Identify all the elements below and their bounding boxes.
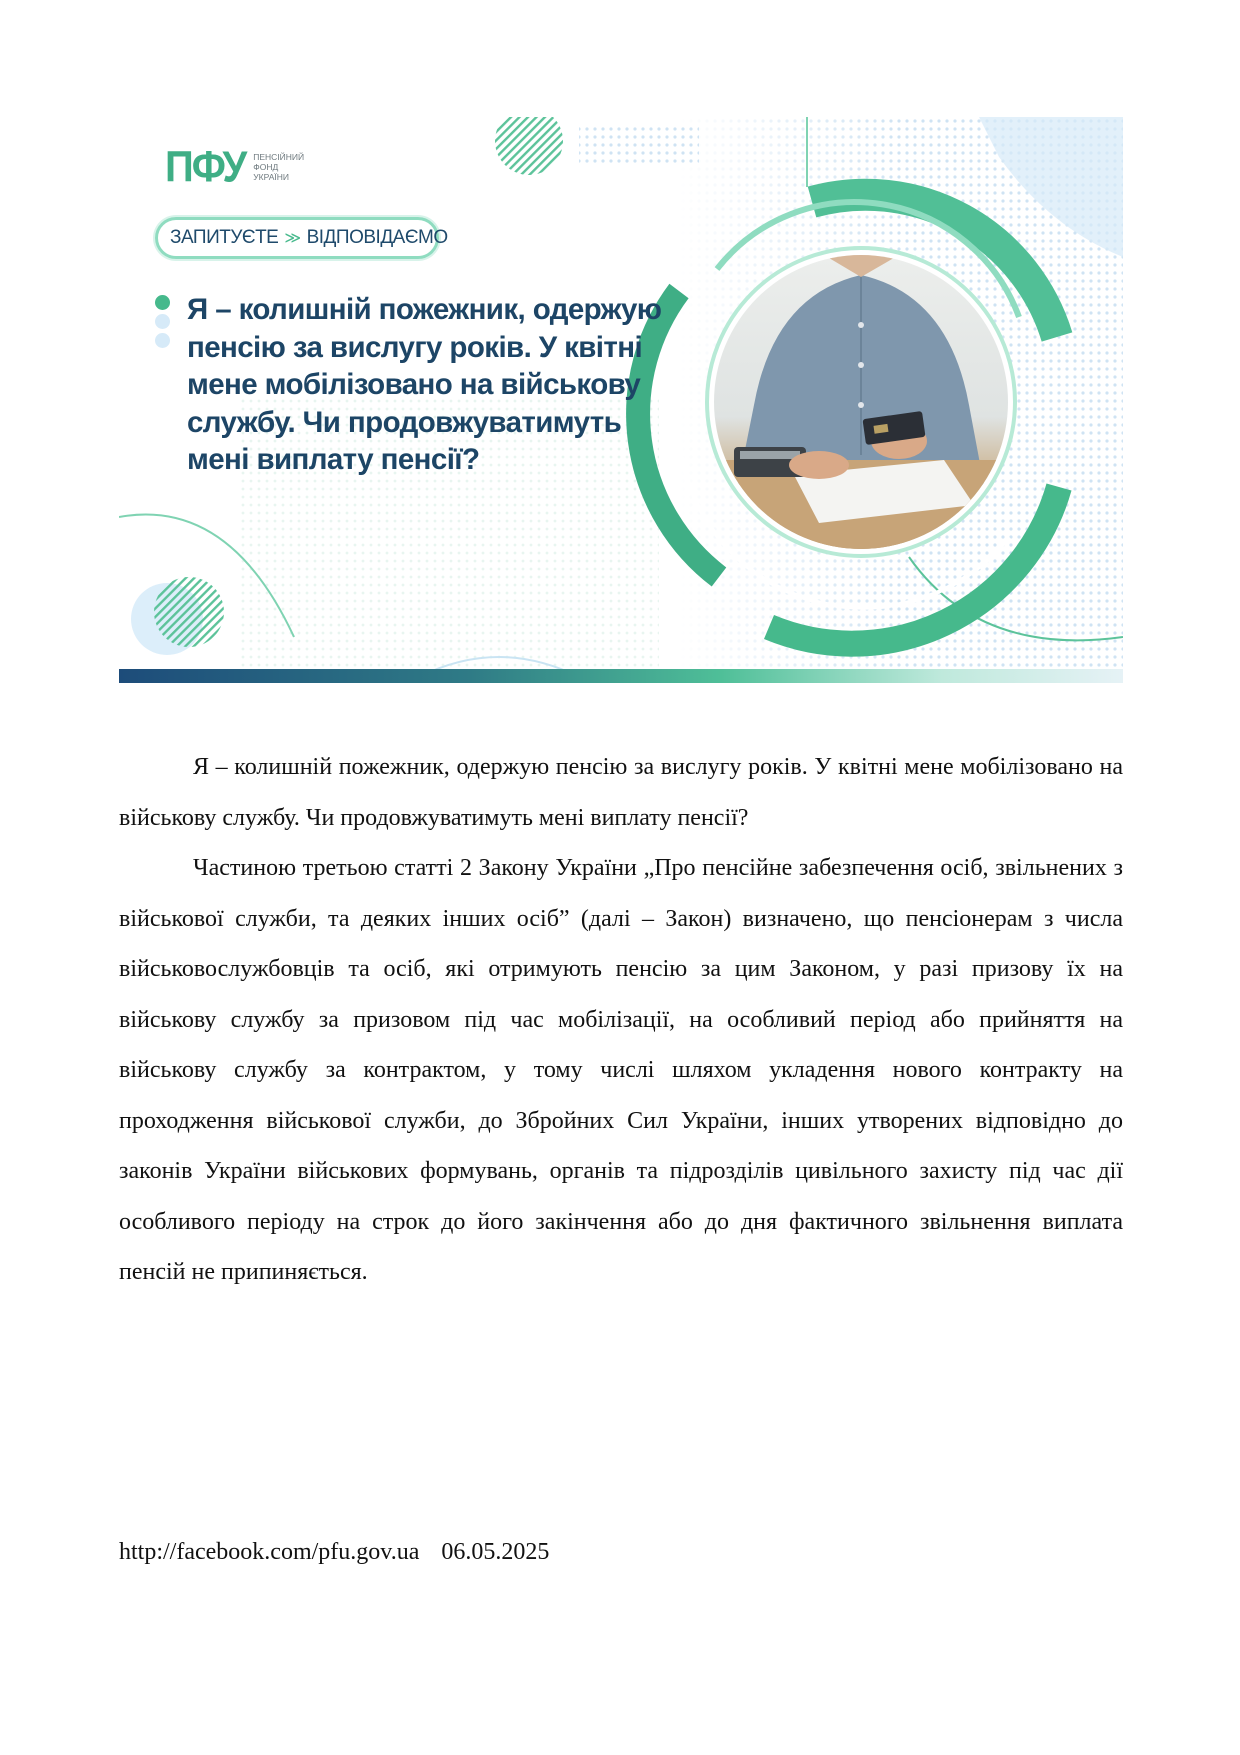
chevron-right-icon: ≫ xyxy=(284,230,301,247)
photo-illustration xyxy=(714,255,1008,549)
source-line xyxy=(119,1536,549,1568)
tagline-pill xyxy=(155,217,448,259)
tagline-right: ВІДПОВІДАЄМО xyxy=(306,227,448,248)
banner-image xyxy=(119,117,1123,683)
logo-text xyxy=(253,152,304,182)
source-link[interactable]: http://facebook.com/pfu.gov.ua xyxy=(119,1539,420,1565)
dot-icon xyxy=(155,333,170,348)
article-body xyxy=(119,742,1123,1298)
logo-text-line-1: ПЕНСІЙНИЙ xyxy=(253,152,305,162)
question-paragraph: Я – колишній пожежник, одержую пенсію за вислугу років. У квітні мене мобілізовано на військову службу. Чи продовжуватимуть мені виплату пенсії? xyxy=(119,754,1123,831)
banner-photo xyxy=(714,255,1008,549)
answer-paragraph: Частиною третьою статті 2 Закону України „Про пенсійне забезпечення осіб, звільнених з військової служби, та деяких інших осіб” (далі – Закон) визначено, що пенсіонерам з числа військовослужбовців та осіб, які отримують пенсію за цим Законом, у разі призову їх на військову службу за призовом під час мобілізації, на особливий період або прийняття на військову службу за контрактом, у тому числі шляхом укладення нового контракту на проходження військової служби, до Збройних Сил України, інших утворених відповідно до законів України військових формувань, органів та підрозділів цивільного захисту під час дії особливого періоду на строк до його закінчення або до дня фактичного звільнення виплата пенсій не припиняється. xyxy=(119,855,1123,1285)
banner-gradient-bar xyxy=(119,669,1123,683)
bullet-dots xyxy=(155,295,171,352)
logo-text-line-2: ФОНД xyxy=(253,162,279,172)
tagline-left: ЗАПИТУЄТЕ xyxy=(170,227,279,248)
dot-icon xyxy=(155,314,170,329)
publication-date: 06.05.2025 xyxy=(441,1539,550,1565)
logo-text-line-3: УКРАЇНИ xyxy=(253,172,289,182)
pfu-logo xyxy=(165,142,305,192)
logo-mark: ПФУ xyxy=(165,142,246,192)
banner-question: Я – колишній пожежник, одержую пенсію за вислугу років. У квітні мене мобілізовано на військову службу. Чи продовжуватимуть мені виплату пенсії? xyxy=(187,293,662,476)
dot-icon xyxy=(155,295,170,310)
